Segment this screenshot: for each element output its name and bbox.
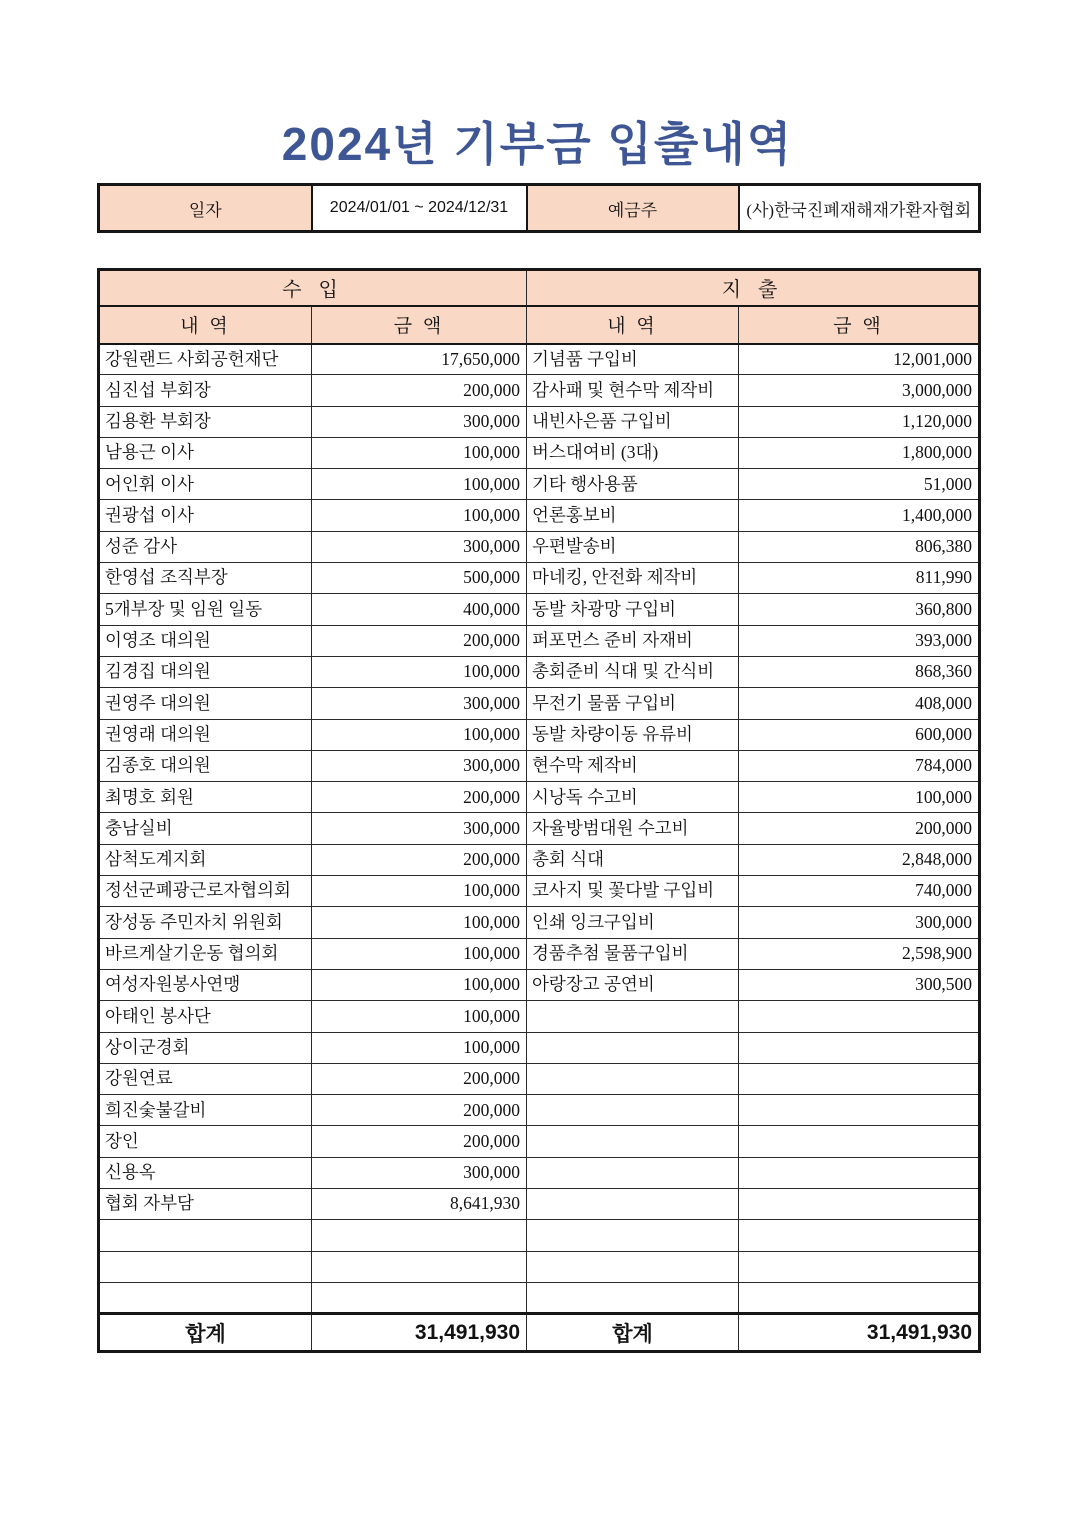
table-row [99, 437, 980, 468]
expense-amount-cell: 200,000 [739, 813, 980, 844]
expense-amount-cell: 600,000 [739, 719, 980, 750]
income-desc-cell: 김종호 대의원 [99, 750, 312, 781]
table-row [99, 563, 980, 594]
table-row [99, 969, 980, 1000]
income-desc-cell: 권영주 대의원 [99, 688, 312, 719]
income-desc-cell: 장인 [99, 1126, 312, 1157]
income-amount-cell: 200,000 [312, 1063, 527, 1094]
table-body [99, 344, 980, 1314]
income-amount-cell: 200,000 [312, 782, 527, 813]
income-amount-cell: 200,000 [312, 625, 527, 656]
date-value: 2024/01/01 ~ 2024/12/31 [312, 185, 527, 232]
expense-amount-cell: 2,598,900 [739, 938, 980, 969]
expense-desc-cell: 기타 행사용품 [527, 469, 739, 500]
income-amount-cell [312, 1220, 527, 1251]
expense-desc-cell [527, 1189, 739, 1220]
expense-amount-cell: 740,000 [739, 876, 980, 907]
income-amount-cell: 500,000 [312, 563, 527, 594]
expense-amount-cell: 1,800,000 [739, 437, 980, 468]
expense-amount-cell [739, 1095, 980, 1126]
income-desc-cell: 한영섭 조직부장 [99, 563, 312, 594]
income-desc-cell: 권광섭 이사 [99, 500, 312, 531]
expense-desc-cell: 인쇄 잉크구입비 [527, 907, 739, 938]
expense-desc-cell: 자율방범대원 수고비 [527, 813, 739, 844]
expense-amount-cell: 300,000 [739, 907, 980, 938]
income-amount-cell: 100,000 [312, 1032, 527, 1063]
table-row [99, 406, 980, 437]
section-header-row [99, 270, 980, 306]
expense-desc-cell: 시낭독 수고비 [527, 782, 739, 813]
income-amount-cell: 100,000 [312, 437, 527, 468]
expense-amount-cell: 360,800 [739, 594, 980, 625]
table-row [99, 375, 980, 406]
table-row [99, 719, 980, 750]
expense-amount-cell [739, 1126, 980, 1157]
table-row [99, 938, 980, 969]
expense-desc-cell [527, 1220, 739, 1251]
expense-amount-cell: 3,000,000 [739, 375, 980, 406]
income-total-label: 합계 [99, 1314, 312, 1352]
table-row [99, 531, 980, 562]
income-desc-cell [99, 1282, 312, 1313]
table-row [99, 1001, 980, 1032]
account-holder-label: 예금주 [527, 185, 739, 232]
expense-desc-header: 내 역 [527, 306, 739, 344]
income-desc-cell [99, 1220, 312, 1251]
income-amount-cell: 100,000 [312, 969, 527, 1000]
income-desc-header: 내 역 [99, 306, 312, 344]
income-desc-cell: 강원연료 [99, 1063, 312, 1094]
income-desc-cell: 최명호 회원 [99, 782, 312, 813]
expense-amount-cell: 2,848,000 [739, 844, 980, 875]
income-desc-cell: 김경집 대의원 [99, 656, 312, 687]
income-amount-cell: 100,000 [312, 876, 527, 907]
income-amount-cell: 100,000 [312, 500, 527, 531]
income-desc-cell: 아태인 봉사단 [99, 1001, 312, 1032]
expense-total-amount: 31,491,930 [739, 1314, 980, 1352]
expense-section-header: 지 출 [527, 270, 980, 306]
expense-desc-cell [527, 1095, 739, 1126]
income-section-header: 수 입 [99, 270, 527, 306]
income-desc-cell: 어인휘 이사 [99, 469, 312, 500]
income-total-amount: 31,491,930 [312, 1314, 527, 1352]
income-desc-cell: 심진섭 부회장 [99, 375, 312, 406]
income-amount-cell: 400,000 [312, 594, 527, 625]
table-row [99, 1220, 980, 1251]
expense-desc-cell: 현수막 제작비 [527, 750, 739, 781]
expense-desc-cell: 감사패 및 현수막 제작비 [527, 375, 739, 406]
table-row [99, 594, 980, 625]
income-amount-cell: 300,000 [312, 688, 527, 719]
account-holder-value: (사)한국진폐재해재가환자협회 [739, 185, 980, 232]
table-row [99, 1157, 980, 1188]
expense-amount-cell: 100,000 [739, 782, 980, 813]
income-desc-cell: 희진숯불갈비 [99, 1095, 312, 1126]
expense-desc-cell: 총회 식대 [527, 844, 739, 875]
income-desc-cell: 강원랜드 사회공헌재단 [99, 344, 312, 375]
income-desc-cell: 신용옥 [99, 1157, 312, 1188]
income-amount-cell: 100,000 [312, 1001, 527, 1032]
table-row [99, 1251, 980, 1282]
expense-desc-cell: 버스대여비 (3대) [527, 437, 739, 468]
page-title: 2024년 기부금 입출내역 [281, 118, 794, 170]
expense-amount-cell [739, 1032, 980, 1063]
income-desc-cell: 바르게살기운동 협의회 [99, 938, 312, 969]
expense-desc-cell: 마네킹, 안전화 제작비 [527, 563, 739, 594]
income-desc-cell [99, 1251, 312, 1282]
expense-desc-cell: 무전기 물품 구입비 [527, 688, 739, 719]
table-row [99, 844, 980, 875]
date-label: 일자 [99, 185, 312, 232]
expense-amount-cell: 1,120,000 [739, 406, 980, 437]
income-amount-cell: 300,000 [312, 531, 527, 562]
table-row [99, 469, 980, 500]
expense-amount-cell: 393,000 [739, 625, 980, 656]
income-amount-cell: 200,000 [312, 844, 527, 875]
table-row [99, 500, 980, 531]
expense-desc-cell: 기념품 구입비 [527, 344, 739, 375]
expense-amount-cell [739, 1282, 980, 1313]
income-amount-cell: 100,000 [312, 938, 527, 969]
expense-desc-cell [527, 1032, 739, 1063]
expense-desc-cell [527, 1126, 739, 1157]
ledger-table [97, 268, 981, 1353]
income-amount-cell: 200,000 [312, 375, 527, 406]
income-desc-cell: 장성동 주민자치 위원회 [99, 907, 312, 938]
income-amount-cell [312, 1282, 527, 1313]
income-amount-cell: 100,000 [312, 469, 527, 500]
table-row [99, 344, 980, 375]
income-desc-cell: 상이군경회 [99, 1032, 312, 1063]
income-amount-cell: 100,000 [312, 719, 527, 750]
income-desc-cell: 김용환 부회장 [99, 406, 312, 437]
income-desc-cell: 성준 감사 [99, 531, 312, 562]
table-row [99, 1282, 980, 1313]
income-desc-cell: 정선군폐광근로자협의회 [99, 876, 312, 907]
table-row [99, 876, 980, 907]
table-row [99, 1126, 980, 1157]
income-amount-cell: 17,650,000 [312, 344, 527, 375]
income-amount-cell: 300,000 [312, 406, 527, 437]
expense-desc-cell [527, 1063, 739, 1094]
income-amount-cell [312, 1251, 527, 1282]
income-amount-cell: 100,000 [312, 907, 527, 938]
income-amount-cell: 200,000 [312, 1095, 527, 1126]
table-row [99, 656, 980, 687]
expense-desc-cell: 총회준비 식대 및 간식비 [527, 656, 739, 687]
income-desc-cell: 충남실비 [99, 813, 312, 844]
expense-desc-cell: 코사지 및 꽃다발 구입비 [527, 876, 739, 907]
income-desc-cell: 이영조 대의원 [99, 625, 312, 656]
expense-amount-header: 금 액 [739, 306, 980, 344]
expense-desc-cell: 아랑장고 공연비 [527, 969, 739, 1000]
income-desc-cell: 삼척도계지회 [99, 844, 312, 875]
expense-amount-cell [739, 1251, 980, 1282]
expense-desc-cell: 동발 차량이동 유류비 [527, 719, 739, 750]
expense-amount-cell: 806,380 [739, 531, 980, 562]
table-row [99, 625, 980, 656]
table-row [99, 782, 980, 813]
total-row [99, 1314, 980, 1352]
expense-desc-cell: 동발 차광망 구입비 [527, 594, 739, 625]
table-row [99, 1032, 980, 1063]
table-row [99, 1095, 980, 1126]
income-amount-cell: 8,641,930 [312, 1189, 527, 1220]
table-row [99, 688, 980, 719]
expense-desc-cell [527, 1282, 739, 1313]
expense-desc-cell: 언론홍보비 [527, 500, 739, 531]
income-amount-cell: 300,000 [312, 750, 527, 781]
column-header-row [99, 306, 980, 344]
income-desc-cell: 남용근 이사 [99, 437, 312, 468]
expense-amount-cell [739, 1220, 980, 1251]
expense-amount-cell [739, 1189, 980, 1220]
income-desc-cell: 여성자원봉사연맹 [99, 969, 312, 1000]
expense-amount-cell: 51,000 [739, 469, 980, 500]
income-amount-cell: 200,000 [312, 1126, 527, 1157]
table-row [99, 1189, 980, 1220]
expense-amount-cell: 811,990 [739, 563, 980, 594]
income-desc-cell: 권영래 대의원 [99, 719, 312, 750]
table-row [99, 1063, 980, 1094]
income-amount-cell: 100,000 [312, 656, 527, 687]
income-amount-cell: 300,000 [312, 1157, 527, 1188]
income-amount-header: 금 액 [312, 306, 527, 344]
expense-desc-cell: 퍼포먼스 준비 자재비 [527, 625, 739, 656]
expense-amount-cell: 408,000 [739, 688, 980, 719]
expense-desc-cell [527, 1251, 739, 1282]
expense-amount-cell [739, 1001, 980, 1032]
expense-desc-cell: 내빈사은품 구입비 [527, 406, 739, 437]
expense-amount-cell [739, 1157, 980, 1188]
table-row [99, 907, 980, 938]
table-row [99, 750, 980, 781]
expense-amount-cell: 784,000 [739, 750, 980, 781]
expense-desc-cell [527, 1157, 739, 1188]
expense-amount-cell: 868,360 [739, 656, 980, 687]
table-row [99, 813, 980, 844]
income-desc-cell: 5개부장 및 임원 일동 [99, 594, 312, 625]
expense-desc-cell [527, 1001, 739, 1032]
info-table [97, 183, 981, 233]
expense-amount-cell: 1,400,000 [739, 500, 980, 531]
expense-amount-cell: 12,001,000 [739, 344, 980, 375]
expense-amount-cell: 300,500 [739, 969, 980, 1000]
expense-desc-cell: 우편발송비 [527, 531, 739, 562]
expense-amount-cell [739, 1063, 980, 1094]
income-desc-cell: 협회 자부담 [99, 1189, 312, 1220]
expense-desc-cell: 경품추첨 물품구입비 [527, 938, 739, 969]
info-row [99, 185, 980, 232]
expense-total-label: 합계 [527, 1314, 739, 1352]
income-amount-cell: 300,000 [312, 813, 527, 844]
